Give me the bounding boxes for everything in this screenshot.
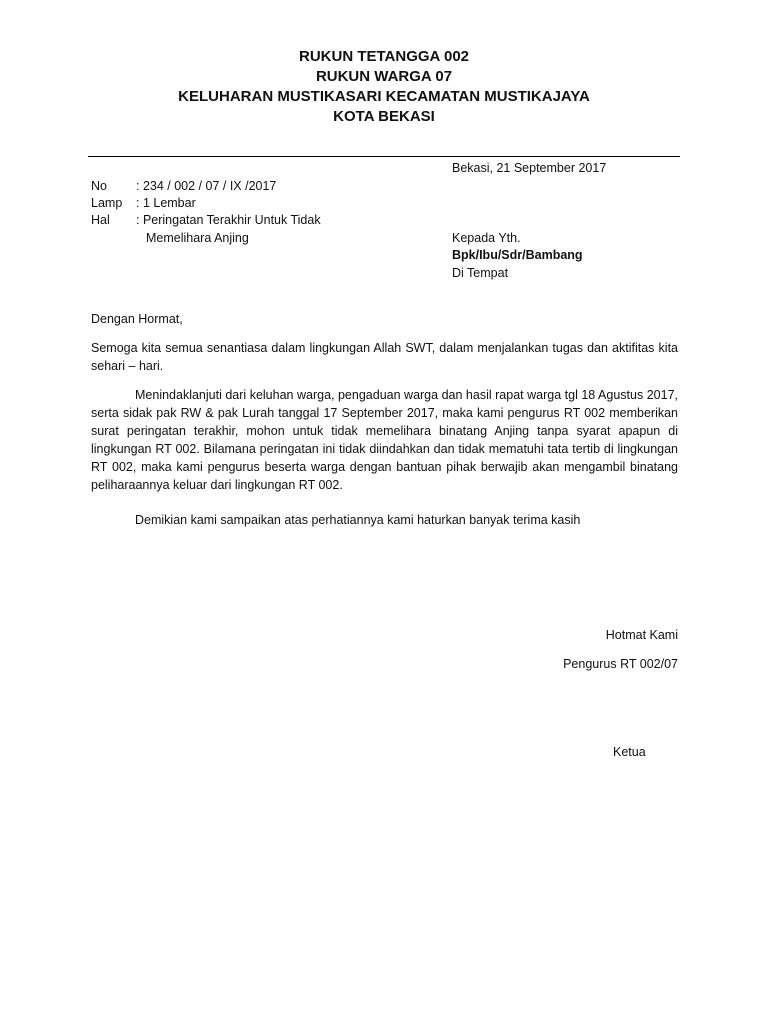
meta-no-label: No: [91, 179, 107, 193]
letterhead-divider: [88, 156, 680, 157]
closing-regards: Hotmat Kami: [605, 628, 678, 642]
letterhead-kelurahan: KELUHARAN MUSTIKASARI KECAMATAN MUSTIKAJAYA: [178, 88, 590, 105]
recipient-name: Bpk/Ibu/Sdr/Bambang: [452, 248, 583, 262]
body-paragraph-2: Menindaklanjuti dari keluhan warga, pengaduan warga dan hasil rapat warga tgl 18 Agustus 2017, serta sidak pak RW & pak Lurah tanggal 17 September 2017, maka kami pengurus RT 002 memberikan surat peringatan terakhir, mohon untuk tidak memelihara binatang Anjing tanpa syarat apapun di lingkungan RT 002. Bilamana peringatan ini tidak diindahkan dan tidak mematuhi tata tertib di lingkungan RT 002, maka kami pengurus beserta warga dengan bantuan pihak berwajib akan mengambil binatang peliharaannya keluar dari lingkungan RT 002.: [91, 388, 678, 492]
letter-date: Bekasi, 21 September 2017: [452, 161, 607, 175]
meta-hal-label: Hal: [91, 213, 110, 227]
letterhead-rw: RUKUN WARGA 07: [315, 68, 453, 85]
meta-no-value: : 234 / 002 / 07 / IX /2017: [136, 179, 277, 193]
signature-title: Ketua: [613, 745, 646, 759]
letterhead: [88, 47, 680, 127]
letterhead-kota: KOTA BEKASI: [333, 108, 435, 125]
meta-lamp-label: Lamp: [91, 196, 123, 210]
closing-organization: Pengurus RT 002/07: [563, 657, 678, 671]
meta-lamp-value: : 1 Lembar: [136, 196, 196, 210]
recipient-place: Di Tempat: [452, 266, 509, 280]
body-paragraph-1: Semoga kita semua senantiasa dalam lingkungan Allah SWT, dalam menjalankan tugas dan aktifitas kita sehari – hari.: [91, 341, 678, 373]
meta-hal-value-line1: : Peringatan Terakhir Untuk Tidak: [136, 213, 321, 227]
recipient-greeting: Kepada Yth.: [452, 231, 521, 245]
meta-hal-value-line2: Memelihara Anjing: [146, 231, 249, 245]
body-paragraph-3: Demikian kami sampaikan atas perhatiannya kami haturkan banyak terima kasih: [135, 513, 581, 527]
salutation: Dengan Hormat,: [91, 312, 183, 326]
letterhead-rt: RUKUN TETANGGA 002: [298, 48, 470, 65]
